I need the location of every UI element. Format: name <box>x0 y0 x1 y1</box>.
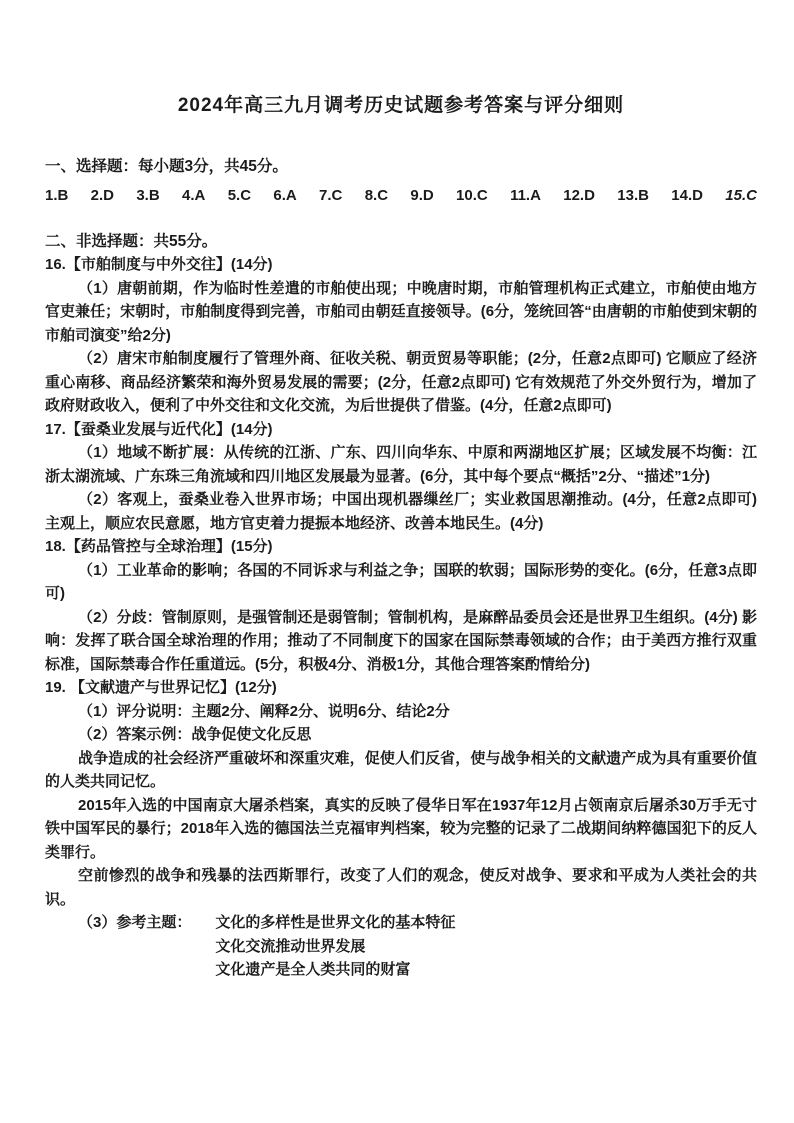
answer-item-4: 4.A <box>182 187 206 204</box>
q16-answer-part1: （1）唐朝前期，作为临时性差遣的市舶使出现；中晚唐时期，市舶管理机构正式建立，市舶使由地方官吏兼任；宋朝时，市舶制度得到完善，市舶司由朝廷直接领导。(6分，笼统回答“由唐朝的市舶使到宋朝的市舶司演变”给2分) <box>45 279 757 344</box>
q19-theme-2: 文化交流推动世界发展 <box>215 937 366 955</box>
answer-item-14: 14.D <box>671 187 703 204</box>
q17-answer-part2: （2）客观上，蚕桑业卷入世界市场；中国出现机器缫丝厂；实业救国思潮推动。(4分，任意2点即可) 主观上，顺应农民意愿，地方官吏着力提振本地经济、改善本地民生。(4分) <box>45 491 757 532</box>
q18-answer-part2: （2）分歧：管制原则，是强管制还是弱管制；管制机构，是麻醉品委员会还是世界卫生组织。(4分) 影响：发挥了联合国全球治理的作用；推动了不同制度下的国家在国际禁毒领域的合作；由于美西方推行双重标准，国际禁毒合作任重道远。(5分，积极4分、消极1分，其他合理答案酌情给分) <box>45 608 757 673</box>
q19-reference-themes <box>45 911 757 982</box>
answer-item-9: 9.D <box>410 187 434 204</box>
answer-item-3: 3.B <box>136 187 160 204</box>
q19-theme-3: 文化遗产是全人类共同的财富 <box>215 961 411 978</box>
q19-theme-1: 文化的多样性是世界文化的基本特征 <box>215 914 456 931</box>
answer-item-8: 8.C <box>364 187 389 204</box>
section-essay-heading: 二、非选择题：共55分。 <box>45 233 218 250</box>
page-content <box>45 94 757 982</box>
q19-sample-answer-heading: （2）答案示例：战争促使文化反思 <box>78 726 312 743</box>
q19-themes-label: （3）参考主题： <box>78 914 192 931</box>
q18-title: 18.【药品管控与全球治理】(15分) <box>45 538 273 555</box>
q19-title: 19. 【文献遗产与世界记忆】(12分) <box>45 679 277 696</box>
answer-key-row <box>45 185 757 207</box>
q19-sample-paragraph-1: 战争造成的社会经济严重破坏和深重灾难，促使人们反省，使与战争相关的文献遗产成为具有重要价值的人类共同记忆。 <box>45 749 757 790</box>
q19-sample-paragraph-2: 2015年入选的中国南京大屠杀档案，真实的反映了侵华日军在1937年12月占领南京后屠杀30万手无寸铁中国军民的暴行；2018年入选的德国法兰克福审判档案，较为完整的记录了二战期间纳粹德国犯下的反人类罪行。 <box>45 796 757 861</box>
q17-title: 17.【蚕桑业发展与近代化】(14分) <box>45 420 273 438</box>
answer-item-7: 7.C <box>319 187 343 204</box>
q19-themes-list <box>215 911 455 982</box>
document-title: 2024年高三九月调考历史试题参考答案与评分细则 <box>177 95 625 116</box>
q18-answer-part1: （1）工业革命的影响；各国的不同诉求与利益之争；国联的软弱；国际形势的变化。(6分，任意3点即可) <box>45 561 757 602</box>
answer-item-2: 2.D <box>90 187 115 204</box>
q16-title: 16.【市舶制度与中外交往】(14分) <box>45 256 273 273</box>
answer-item-10: 10.C <box>456 187 488 204</box>
answer-item-11: 11.A <box>510 187 541 204</box>
q19-sample-paragraph-3: 空前惨烈的战争和残暴的法西斯罪行，改变了人们的观念，使反对战争、要求和平成为人类社会的共识。 <box>45 867 757 908</box>
q16-answer-part2: （2）唐宋市舶制度履行了管理外商、征收关税、朝贡贸易等职能；(2分，任意2点即可) 它顺应了经济重心南移、商品经济繁荣和海外贸易发展的需要；(2分，任意2点即可) 它有效规范了外交外贸行为，增加了政府财政收入，便利了中外交往和文化交流，为后世提供了借鉴。(4分，任意2点即可) <box>45 350 757 414</box>
answer-item-15: 15.C <box>725 187 757 204</box>
answer-item-13: 13.B <box>617 187 649 204</box>
answer-item-1: 1.B <box>45 187 69 204</box>
section-choice-heading: 一、选择题：每小题3分，共45分。 <box>45 158 288 175</box>
answer-item-12: 12.D <box>563 187 595 204</box>
q19-scoring-note: （1）评分说明：主题2分、阐释2分、说明6分、结论2分 <box>78 702 450 720</box>
q17-answer-part1: （1）地域不断扩展：从传统的江浙、广东、四川向华东、中原和两湖地区扩展；区域发展不均衡：江浙太湖流域、广东珠三角流域和四川地区发展最为显著。(6分，其中每个要点“概括”2分、“描述”1分) <box>45 444 757 485</box>
answer-item-6: 6.A <box>273 187 297 204</box>
answer-item-5: 5.C <box>227 187 252 204</box>
